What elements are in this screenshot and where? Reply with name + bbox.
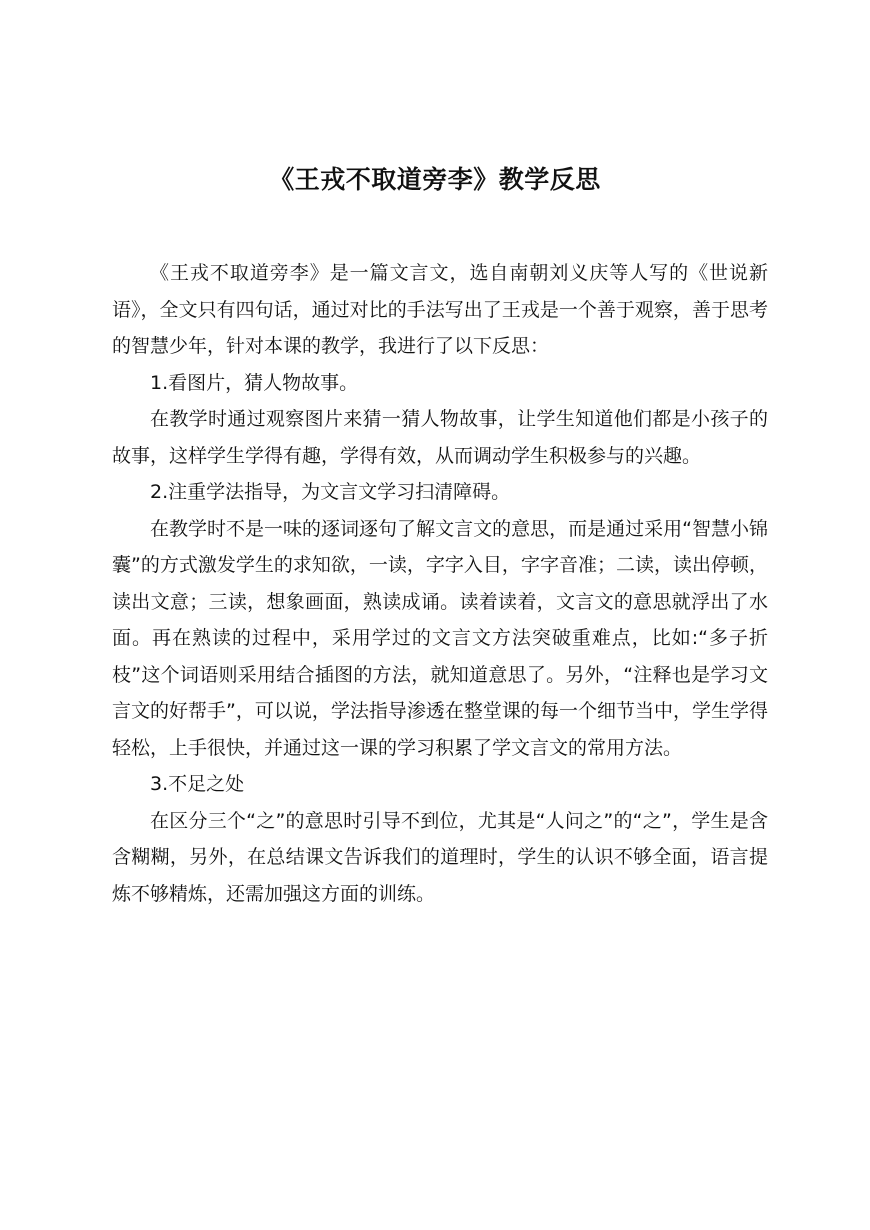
- section-heading-1: 1.看图片，猜人物故事。: [150, 371, 359, 394]
- section-paragraph-1: 在教学时通过观察图片来猜一猜人物故事，让学生知道他们都是小孩子的故事，这样学生学得有趣，学得有效，从而调动学生积极参与的兴趣。: [112, 408, 768, 467]
- document-body: [112, 255, 768, 912]
- section-heading-2: 2.注重学法指导，为文言文学习扫清障碍。: [150, 481, 511, 503]
- document-title: 《王戎不取道旁李》教学反思: [269, 165, 601, 194]
- section-paragraph-2: 在教学时不是一味的逐词逐句了解文言文的意思，而是通过采用“智慧小锦囊”的方式激发学生的求知欲，一读，字字入目，字字音准；二读，读出停顿，读出文意；三读，想象画面，熟读成诵。读着读着，文言文的意思就浮出了水面。再在熟读的过程中，采用学过的文言文方法突破重难点，比如:“多子折枝”这个词语则采用结合插图的方法，就知道意思了。另外，“注释也是学习文言文的好帮手”，可以说，学法指导渗透在整堂课的每一个细节当中，学生学得轻松，上手很快，并通过这一课的学习积累了学文言文的常用方法。: [112, 517, 768, 759]
- section-heading-3: 3.不足之处: [150, 773, 245, 795]
- intro-paragraph: 《王戎不取道旁李》是一篇文言文，选自南朝刘义庆等人写的《世说新语》，全文只有四句话，通过对比的手法写出了王戎是一个善于观察，善于思考的智慧少年，针对本课的教学，我进行了以下反思：: [112, 262, 768, 357]
- section-paragraph-3: 在区分三个“之”的意思时引导不到位，尤其是“人问之”的“之”，学生是含含糊糊，另外，在总结课文告诉我们的道理时，学生的认识不够全面，语言提炼不够精炼，还需加强这方面的训练。: [112, 809, 768, 905]
